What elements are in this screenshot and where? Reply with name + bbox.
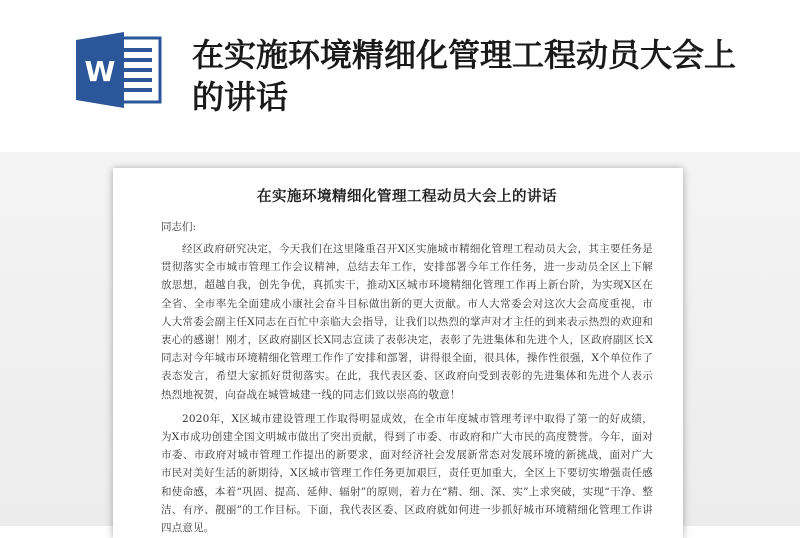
page-title: 在实施环境精细化管理工程动员大会上的讲话 bbox=[257, 188, 557, 205]
document-page[interactable] bbox=[113, 168, 683, 538]
document-header-title: 在实施环境精细化管理工程动员大会上的讲话 bbox=[192, 36, 737, 116]
word-icon-letter: W bbox=[84, 55, 116, 88]
paragraph-1: 经区政府研究决定，今天我们在这里隆重召开X区实施城市精细化管理工程动员大会，其主要任务是贯彻落实全市城市管理工作会议精神，总结去年工作，安排部署今年工作任务，进一步动员全区上下解放思想，超越自我，创先争优，真抓实干，推动X区城市环境精细化管理工作再上新台阶，为实现X区在全省、全市率先全面建成小康社会奋斗目标做出新的更大贡献。市人大常委会对这次大会高度重视，市人大常委会副主任X同志在百忙中亲临大会指导，让我们以热烈的掌声对才主任的到来表示热烈的欢迎和衷心的感谢！刚才，区政府副区长X同志宣读了表彰决定，表彰了先进集体和先进个人，区政府副区长X同志对今年城市环境精细化管理工作作了安排和部署，讲得很全面，很具体，操作性很强，X个单位作了表态发言，希望大家抓好贯彻落实。在此，我代表区委、区政府向受到表彰的先进集体和先进个人表示热烈地祝贺，向奋战在城管城建一线的同志们致以崇高的敬意！ bbox=[161, 243, 653, 401]
salutation: 同志们: bbox=[161, 221, 197, 233]
header-banner bbox=[0, 0, 800, 160]
paragraph-2: 2020年，X区城市建设管理工作取得明显成效，在全市年度城市管理考评中取得了第一的好成绩，为X市成功创建全国文明城市做出了突出贡献，得到了市委、市政府和广大市民的高度赞誉。今年，面对市委、市政府对城市管理工作提出的新要求，面对经济社会发展新常态对发展环境的新挑战，面对广大市民对美好生活的新期待，X区城市管理工作任务更加艰巨，责任更加重大，全区上下要切实增强责任感和使命感，本着“巩固、提高、延伸、辐射”的原则，着力在“精、细、深、实”上求突破，实现“干净、整洁、有序、靓丽”的工作目标。下面，我代表区委、区政府就如何进一步抓好城市环境精细化管理工作讲四点意见。 bbox=[161, 412, 653, 535]
word-document-icon bbox=[76, 32, 162, 108]
